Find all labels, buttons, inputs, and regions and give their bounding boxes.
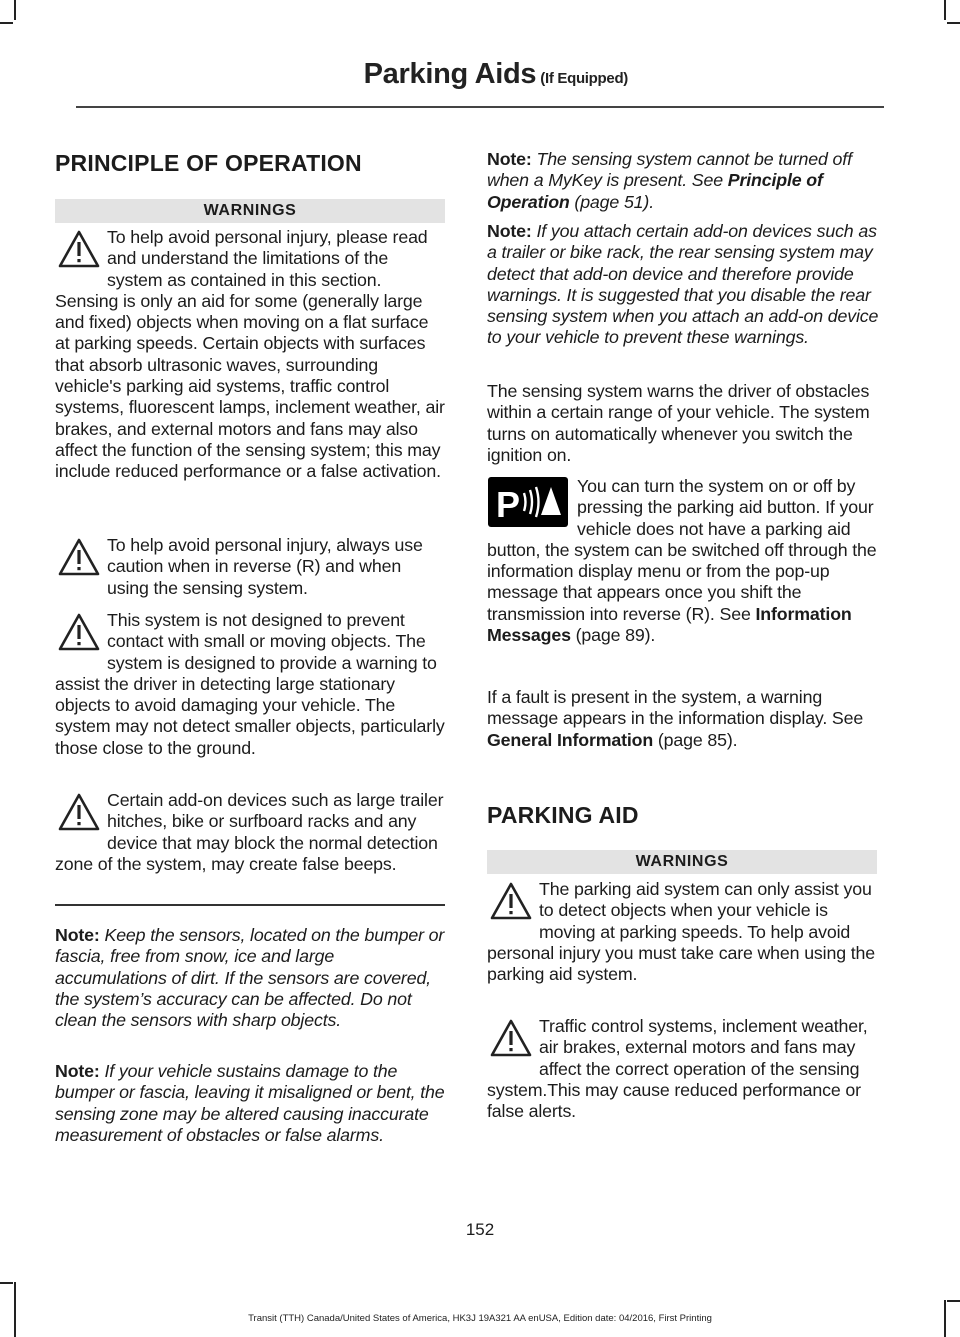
- warning-text-1: [55, 227, 447, 483]
- crop-mark: [947, 22, 960, 24]
- text-wrap-spacer: [487, 476, 577, 538]
- note-text: The sensing system cannot be turned off when a MyKey is present. See: [487, 149, 852, 191]
- warning-text-2-content: To help avoid personal injury, always use caution when in reverse (R) and when using the sensing system.: [107, 535, 423, 598]
- cross-reference-link[interactable]: Information Messages: [487, 603, 852, 646]
- note-label: Note:: [55, 925, 100, 945]
- svg-text:P: P: [496, 484, 521, 525]
- text-wrap-spacer: [55, 535, 107, 597]
- section-heading-principle: PRINCIPLE OF OPERATION: [55, 150, 362, 176]
- crop-mark: [0, 22, 13, 24]
- crop-mark: [14, 1282, 16, 1337]
- warning-text-4: [55, 790, 447, 875]
- page-footer: Transit (TTH) Canada/United States of America, HK3J 19A321 AA enUSA, Edition date: 04/2016, First Printing: [248, 1313, 712, 1324]
- text-wrap-spacer: [55, 610, 107, 672]
- text-wrap-spacer: [55, 227, 107, 289]
- text-wrap-spacer: [487, 879, 539, 941]
- section-heading-parking-aid: PARKING AID: [487, 802, 639, 828]
- note-label: Note:: [487, 221, 532, 241]
- warning-text-6-content: Traffic control systems, inclement weather, air brakes, external motors and fans may affect the correct operation of the sensing system.This may cause reduced performance or false alerts.: [487, 1016, 868, 1122]
- warnings-bar: WARNINGS: [55, 199, 445, 223]
- warning-text-2: [55, 535, 447, 599]
- note-text: If you attach certain add-on devices such as a trailer or bike rack, the rear sensing system may detect that add-on device and therefore provide warnings. It is suggested that you disable the rear sensing system when you attach an add-on device to your vehicle to prevent these warnings.: [487, 221, 879, 348]
- warnings-bar: WARNINGS: [487, 850, 877, 874]
- cross-reference-link[interactable]: General Information: [487, 729, 654, 750]
- cross-reference-link[interactable]: Principle of Operation: [487, 170, 823, 212]
- paragraph-parking-button: [487, 476, 879, 646]
- header-rule: [76, 106, 884, 108]
- paragraph-sensing-warns: The sensing system warns the driver of obstacles within a certain range of your vehicle. The system turns on automatically whenever you switch the ignition on.: [487, 381, 870, 465]
- paragraph-fault-text: If a fault is present in the system, a warning message appears in the information display. See: [487, 687, 864, 729]
- note-text: Keep the sensors, located on the bumper or fascia, free from snow, ice and large accumulations of dirt. If the sensors are covered, the system’s accuracy can be affected. Do not clean the sensors with sharp objects.: [55, 925, 445, 1031]
- note-sensors-clean: [55, 925, 447, 1031]
- paragraph-parking-button-text: You can turn the system on or off by pressing the parking aid button. If your vehicle does not have a parking aid button, the system can be switched off through the information display menu or from the pop-up message that appears once you shift the transmission into reverse (R). See: [487, 476, 877, 624]
- note-mykey: [487, 149, 879, 213]
- warning-text-5-content: The parking aid system can only assist you to detect objects when your vehicle is moving at parking speeds. To help avoid personal injury you must take care when using the parking aid system.: [487, 879, 876, 985]
- page-header-title: [364, 58, 628, 91]
- warning-text-3-content: This system is not designed to prevent contact with small or moving objects. The system is designed to provide a warning to assist the driver in detecting large stationary objects to avoid damaging your vehicle. The system may not detect smaller objects, particularly those close to the ground.: [55, 610, 445, 758]
- crop-mark: [944, 0, 946, 20]
- crop-mark: [947, 1300, 960, 1302]
- text-wrap-spacer: [487, 1016, 539, 1078]
- warning-text-5: [487, 879, 879, 985]
- warnings-end-divider: [55, 904, 445, 906]
- paragraph-fault: [487, 687, 879, 751]
- warning-text-1-content: To help avoid personal injury, please read and understand the limitations of the system as contained in this section. Sensing is only an aid for some (generally large and fixed) objects when moving on a flat surface at parking speeds. Certain objects with surfaces that absorb ultrasonic waves, surrounding vehicle's parking aid systems, traffic control systems, fluorescent lamps, inclement weather, air brakes, and external motors and fans may also affect the function of the sensing system; this may include reduced performance or a false activation.: [55, 227, 445, 482]
- warning-text-4-content: Certain add-on devices such as large trailer hitches, bike or surfboard racks and any device that may block the normal detection zone of the system, may create false beeps.: [55, 790, 444, 874]
- warning-text-3: [55, 610, 447, 759]
- note-label: Note:: [55, 1061, 100, 1081]
- note-add-on-devices: [487, 221, 879, 349]
- page-number: 152: [465, 1220, 495, 1239]
- header-title-suffix: (If Equipped): [540, 70, 628, 87]
- note-text: If your vehicle sustains damage to the bumper or fascia, leaving it misaligned or bent, the sensing zone may be altered causing inaccurate measurement of obstacles or false alarms.: [55, 1061, 445, 1145]
- page-reference: (page 89).: [575, 625, 656, 646]
- note-label: Note:: [487, 149, 532, 169]
- page-reference: (page 85).: [657, 729, 738, 750]
- header-title-text: Parking Aids: [363, 58, 537, 90]
- crop-mark: [14, 0, 16, 20]
- crop-mark: [0, 1282, 13, 1284]
- warning-text-6: [487, 1016, 879, 1122]
- note-bumper-damage: [55, 1061, 447, 1146]
- page-reference: (page 51).: [574, 191, 654, 212]
- text-wrap-spacer: [55, 790, 107, 852]
